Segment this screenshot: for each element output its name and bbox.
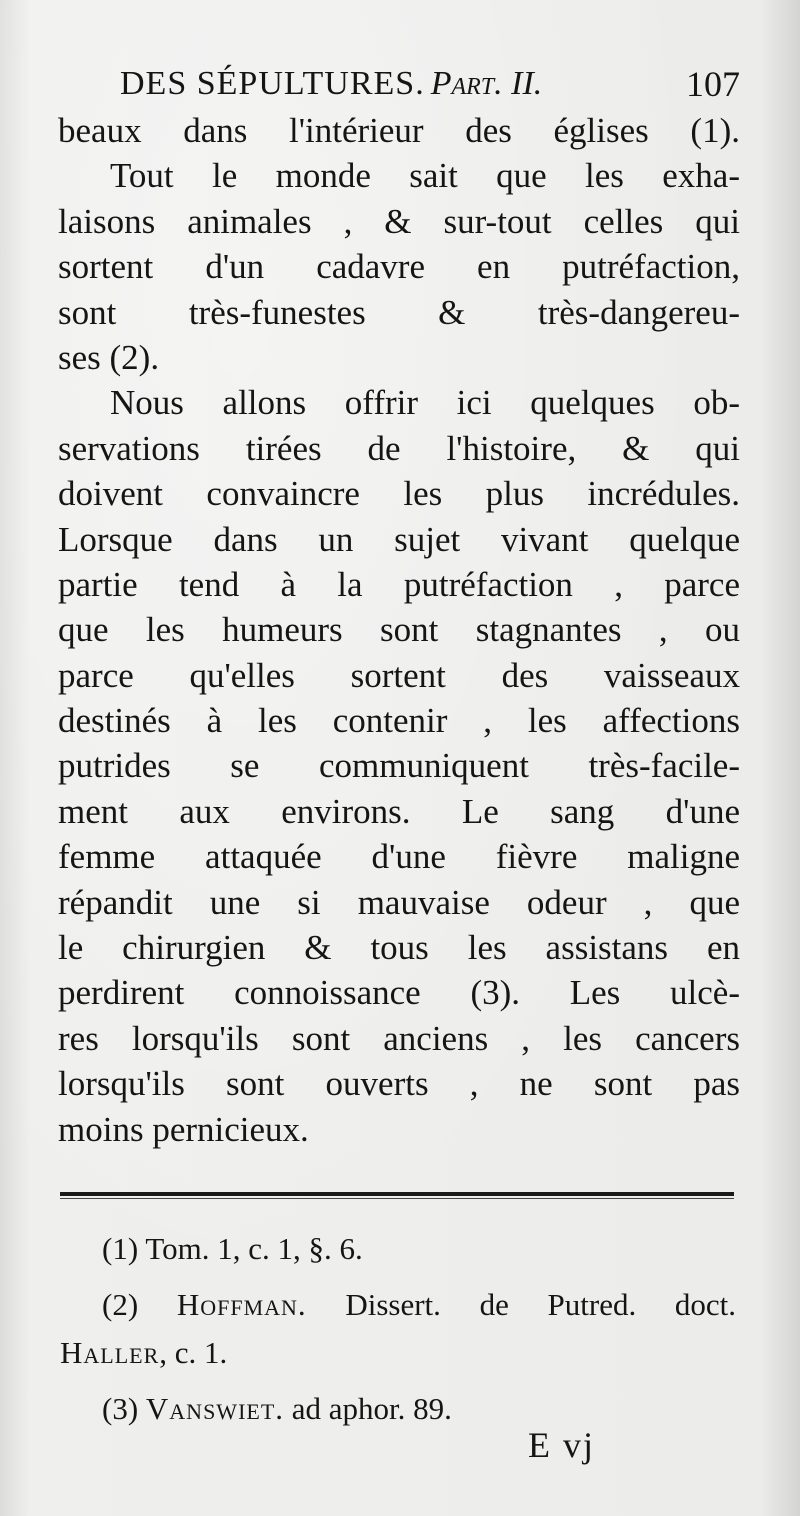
text-line: perdirent connoissance (3). Les ulcè- xyxy=(58,973,740,1013)
text-line: partie tend à la putréfaction , parce xyxy=(58,564,740,604)
text-line: laisons animales , & sur-tout celles qui xyxy=(58,201,740,241)
text-line: parce qu'elles sortent des vaisseaux xyxy=(58,655,740,695)
body-text xyxy=(58,108,740,1152)
footnote-2-marker: (2) xyxy=(102,1287,139,1322)
text-line: Tout le monde sait que les exha- xyxy=(110,156,740,196)
signature-mark: E vj xyxy=(528,1425,595,1465)
text-line: destinés à les contenir , les affections xyxy=(58,701,740,741)
text-line: moins pernicieux. xyxy=(58,1109,309,1149)
footnotes xyxy=(60,1225,736,1433)
text-line: que les humeurs sont stagnantes , ou xyxy=(58,610,740,650)
text-line: ment aux environs. Le sang d'une xyxy=(58,791,740,831)
footnote-3-text: ad aphor. 89. xyxy=(291,1391,452,1426)
footnote-1: (1) Tom. 1, c. 1, §. 6. xyxy=(102,1231,363,1266)
text-line: servations tirées de l'histoire, & qui xyxy=(58,428,740,468)
footnote-3-author: Vanswiet. xyxy=(145,1391,285,1426)
footnote-2-author-2: Haller xyxy=(60,1335,160,1370)
text-line: le chirurgien & tous les assistans en xyxy=(58,928,740,968)
footnote-2-tail: , c. 1. xyxy=(159,1335,228,1370)
footnote-2-text: Dissert. de Putred. doct. xyxy=(345,1287,736,1322)
footnote-3-marker: (3) xyxy=(102,1391,139,1426)
text-line: sortent d'un cadavre en putréfaction, xyxy=(58,247,740,287)
text-line: Lorsque dans un sujet vivant quelque xyxy=(58,519,740,559)
text-line: Nous allons offrir ici quelques ob- xyxy=(110,383,740,423)
text-line: ses (2). xyxy=(58,337,160,377)
footnote-2-author: Hoffman. xyxy=(176,1287,307,1322)
text-line: beaux dans l'intérieur des églises (1). xyxy=(58,111,740,150)
running-head-title: DES SÉPULTURES. xyxy=(120,65,425,102)
text-line: femme attaquée d'une fièvre maligne xyxy=(58,837,740,877)
footnote-2 xyxy=(60,1281,736,1329)
text-line: répandit une si mauvaise odeur , que xyxy=(58,882,740,922)
footnote-rule xyxy=(60,1192,734,1196)
page-number: 107 xyxy=(686,64,740,104)
footnote-3 xyxy=(60,1385,736,1433)
text-line: sont très-funestes & très-dangereu- xyxy=(58,292,740,332)
text-line: putrides se communiquent très-facile- xyxy=(58,746,740,786)
footnote-2-continued xyxy=(60,1329,736,1377)
text-line: res lorsqu'ils sont anciens , les cancers xyxy=(58,1018,740,1058)
running-head-part: Part. II. xyxy=(430,65,543,102)
running-head xyxy=(120,58,542,110)
text-line: lorsqu'ils sont ouverts , ne sont pas xyxy=(58,1064,740,1104)
text-line: doivent convaincre les plus incrédules. xyxy=(58,474,740,514)
page-header xyxy=(120,58,740,110)
